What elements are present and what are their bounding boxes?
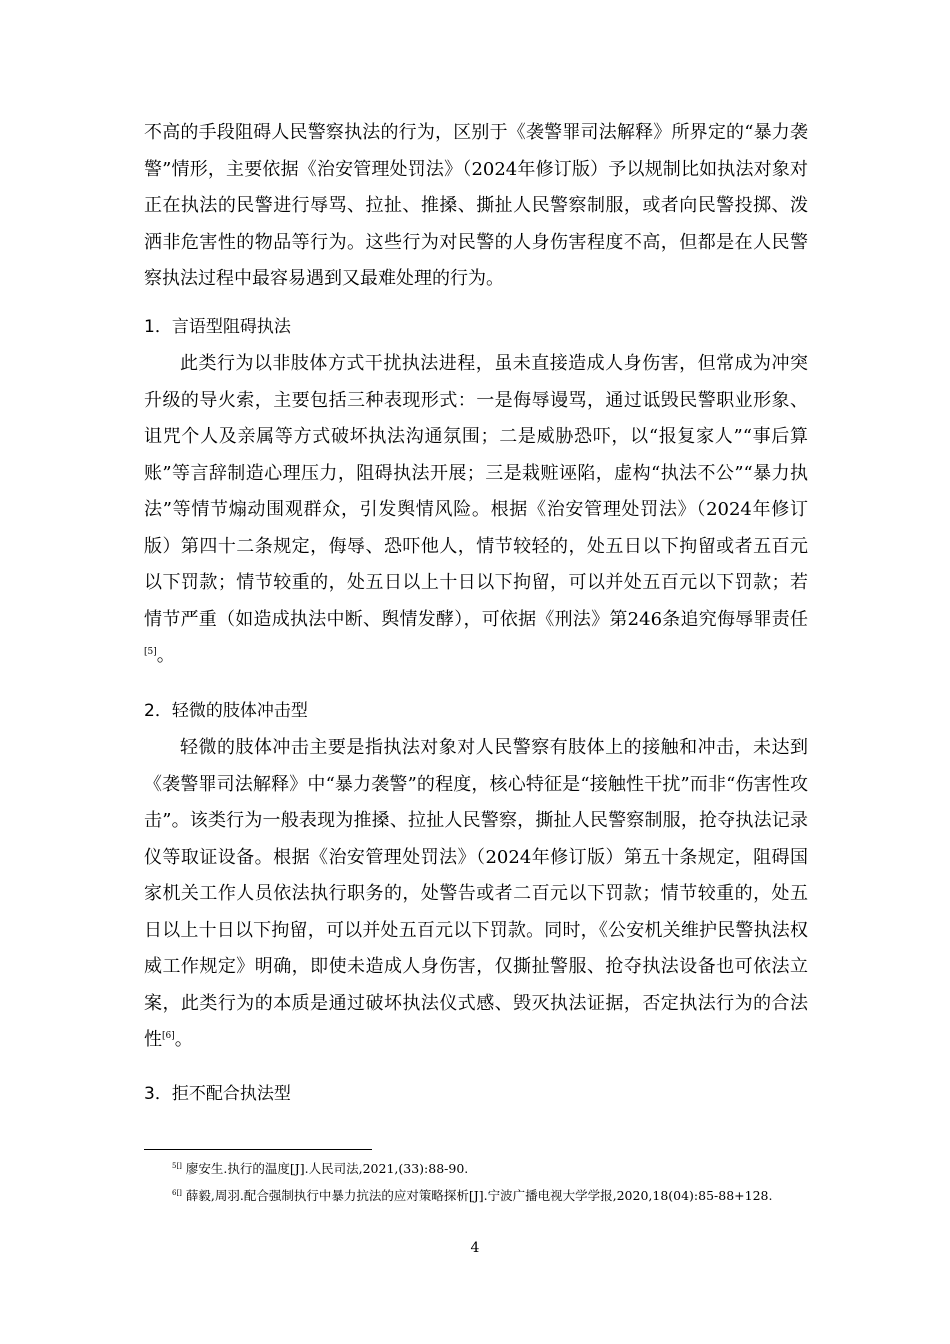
verbal-obstruction-paragraph: [144, 346, 808, 675]
citation-6: [6]: [162, 1031, 175, 1041]
footnote-separator: [144, 1149, 372, 1150]
heading-refusal-to-cooperate: 3．拒不配合执法型: [144, 1084, 291, 1104]
footnote-6: [144, 1184, 808, 1208]
citation-5: [5]: [144, 647, 157, 657]
minor-physical-contact-end: 。: [174, 1029, 193, 1050]
footnote-5: [144, 1157, 808, 1181]
page-number: 4: [470, 1240, 480, 1256]
heading-verbal-obstruction: 1．言语型阻碍执法: [144, 317, 291, 337]
minor-physical-contact-paragraph: [144, 730, 808, 1059]
intro-paragraph: [144, 115, 808, 298]
footnote-5-text: 廖安生.执行的温度[J].人民司法,2021,(33):88-90.: [185, 1161, 469, 1176]
verbal-obstruction-text: 此类行为以非肢体方式干扰执法进程，虽未直接造成人身伤害，但常成为冲突升级的导火索，主要包括三种表现形式：一是侮辱谩骂，通过诋毁民警职业形象、诅咒个人及亲属等方式破坏执法沟通氛围；二是威胁恐吓，以“报复家人”“事后算账”等言辞制造心理压力，阻碍执法开展；三是栽赃诬陷，虚构“执法不公”“暴力执法”等情节煽动围观群众，引发舆情风险。根据《治安管理处罚法》（2024年修订版）第四十二条规定，侮辱、恐吓他人，情节较轻的，处五日以下拘留或者五百元以下罚款；情节较重的，处五日以上十日以下拘留，可以并处五百元以下罚款；若情节严重（如造成执法中断、舆情发酵），可依据《刑法》第246条追究侮辱罪责任: [144, 353, 808, 630]
heading-minor-physical-contact: 2．轻微的肢体冲击型: [144, 701, 308, 721]
intro-paragraph-text: 不高的手段阻碍人民警察执法的行为，区别于《袭警罪司法解释》所界定的“暴力袭警”情形，主要依据《治安管理处罚法》（2024年修订版）予以规制比如执法对象对正在执法的民警进行辱骂、拉扯、推搡、撕扯人民警察制服，或者向民警投掷、泼洒非危害性的物品等行为。这些行为对民警的人身伤害程度不高，但都是在人民警察执法过程中最容易遇到又最难处理的行为。: [144, 122, 808, 289]
verbal-obstruction-end: 。: [156, 645, 175, 666]
minor-physical-contact-text: 轻微的肢体冲击主要是指执法对象对人民警察有肢体上的接触和冲击，未达到《袭警罪司法解释》中“暴力袭警”的程度，核心特征是“接触性干扰”而非“伤害性攻击”。该类行为一般表现为推搡、拉扯人民警察，撕扯人民警察制服，抢夺执法记录仪等取证设备。根据《治安管理处罚法》（2024年修订版）第五十条规定，阻碍国家机关工作人员依法执行职务的，处警告或者二百元以下罚款；情节较重的，处五日以上十日以下拘留，可以并处五百元以下罚款。同时，《公安机关维护民警执法权威工作规定》明确，即使未造成人身伤害，仅撕扯警服、抢夺执法设备也可依法立案，此类行为的本质是通过破坏执法仪式感、毁灭执法证据，否定执法行为的合法性: [144, 737, 808, 1050]
footnote-5-mark: 5[]: [172, 1161, 182, 1170]
footnote-6-text: 薛毅,周羽.配合强制执行中暴力抗法的应对策略探析[J].宁波广播电视大学学报,2020,18(04):85-88+128.: [185, 1188, 773, 1203]
footnote-6-mark: 6[]: [172, 1188, 182, 1197]
